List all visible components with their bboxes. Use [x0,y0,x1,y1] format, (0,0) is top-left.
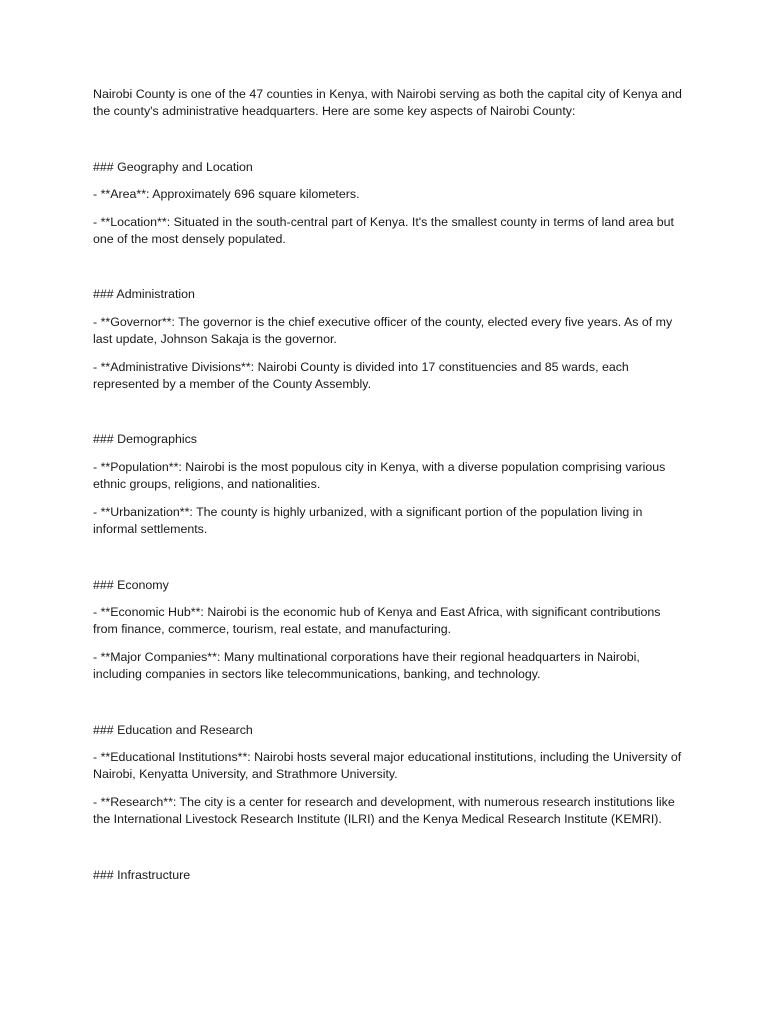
section-heading-administration: ### Administration [93,287,195,302]
list-item-population: - **Population**: Nairobi is the most populous city in Kenya, with a diverse population comprising various ethnic groups, religions, and nationalities. [93,459,666,492]
list-item-governor: - **Governor**: The governor is the chief executive officer of the county, elected every five years. As of my last update, Johnson Sakaja is the governor. [93,314,673,347]
list-item-economic-hub: - **Economic Hub**: Nairobi is the economic hub of Kenya and East Africa, with significant contributions from finance, commerce, tourism, real estate, and manufacturing. [93,604,661,637]
section-heading-economy: ### Economy [93,577,169,592]
list-item-major-companies: - **Major Companies**: Many multinational corporations have their regional headquarters in Nairobi, including companies in sectors like telecommunications, banking, and technology. [93,649,640,682]
list-item-area: - **Area**: Approximately 696 square kilometers. [93,187,360,202]
section-heading-geography: ### Geography and Location [93,159,253,174]
section-heading-infrastructure: ### Infrastructure [93,867,191,882]
list-item-research: - **Research**: The city is a center for research and development, with numerous research institutions like the International Livestock Research Institute (ILRI) and the Kenya Medical Research Institute (KEMRI). [93,794,675,827]
list-item-administrative-divisions: - **Administrative Divisions**: Nairobi County is divided into 17 constituencies and 85 wards, each represented by a member of the County Assembly. [93,359,629,392]
intro-paragraph: Nairobi County is one of the 47 counties in Kenya, with Nairobi serving as both the capital city of Kenya and the county's administrative headquarters. Here are some key aspects of Nairobi County: [93,87,682,119]
document-body [93,86,683,894]
list-item-urbanization: - **Urbanization**: The county is highly urbanized, with a significant portion of the population living in informal settlements. [93,504,643,537]
list-item-educational-institutions: - **Educational Institutions**: Nairobi hosts several major educational institutions, including the University of Nairobi, Kenyatta University, and Strathmore University. [93,749,682,782]
list-item-location: - **Location**: Situated in the south-central part of Kenya. It's the smallest county in terms of land area but one of the most densely populated. [93,214,674,247]
section-heading-demographics: ### Demographics [93,432,198,447]
section-heading-education: ### Education and Research [93,722,253,737]
